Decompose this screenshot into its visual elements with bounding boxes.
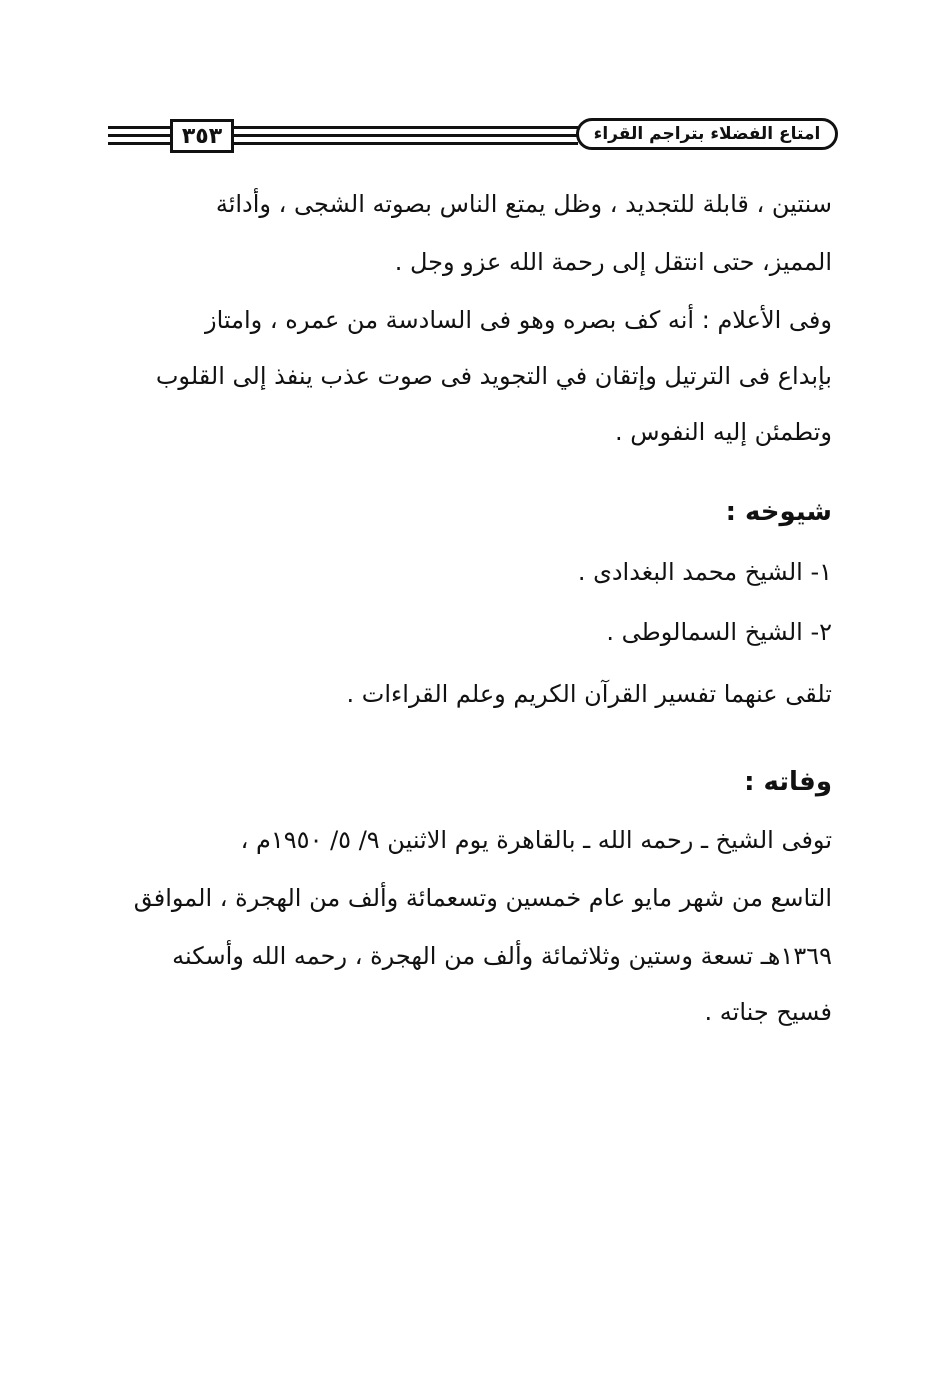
page-header [108, 112, 838, 160]
teacher-item-2: ٢- الشيخ السمالوطى . [606, 618, 832, 646]
death-heading: وفاته : [744, 767, 832, 797]
teacher-item-1: ١- الشيخ محمد البغدادى . [577, 558, 832, 586]
death-line-1: توفى الشيخ ـ رحمه الله ـ بالقاهرة يوم الاثنين ٩/ ٥/ ١٩٥٠م ، [240, 826, 832, 854]
death-line-2: التاسع من شهر مايو عام خمسين وتسعمائة وألف من الهجرة ، الموافق [133, 884, 832, 912]
death-line-4: فسيح جناته . [704, 998, 832, 1026]
teachers-heading: شيوخه : [725, 497, 832, 527]
paragraph-1-line-2: المميز، حتى انتقل إلى رحمة الله عزو وجل . [394, 248, 832, 276]
teachers-note: تلقى عنهما تفسير القرآن الكريم وعلم القراءات . [346, 680, 832, 708]
death-line-3: ١٣٦٩هـ تسعة وستين وثلاثمائة وألف من الهجرة ، رحمه الله وأسكنه [172, 942, 832, 970]
paragraph-2-line-2: بإبداع فى الترتيل وإتقان في التجويد فى صوت عذب ينفذ إلى القلوب [155, 362, 832, 390]
page-number: ٣٥٣ [170, 119, 234, 153]
paragraph-2-line-3: وتطمئن إليه النفوس . [614, 418, 832, 446]
paragraph-2-line-1: وفى الأعلام : أنه كف بصره وهو فى السادسة من عمره ، وامتاز [205, 306, 832, 334]
book-title: امتاع الفضلاء بتراجم القراء [576, 118, 838, 150]
paragraph-1-line-1: سنتين ، قابلة للتجديد ، وظل يمتع الناس بصوته الشجى ، وأدائة [215, 190, 832, 218]
